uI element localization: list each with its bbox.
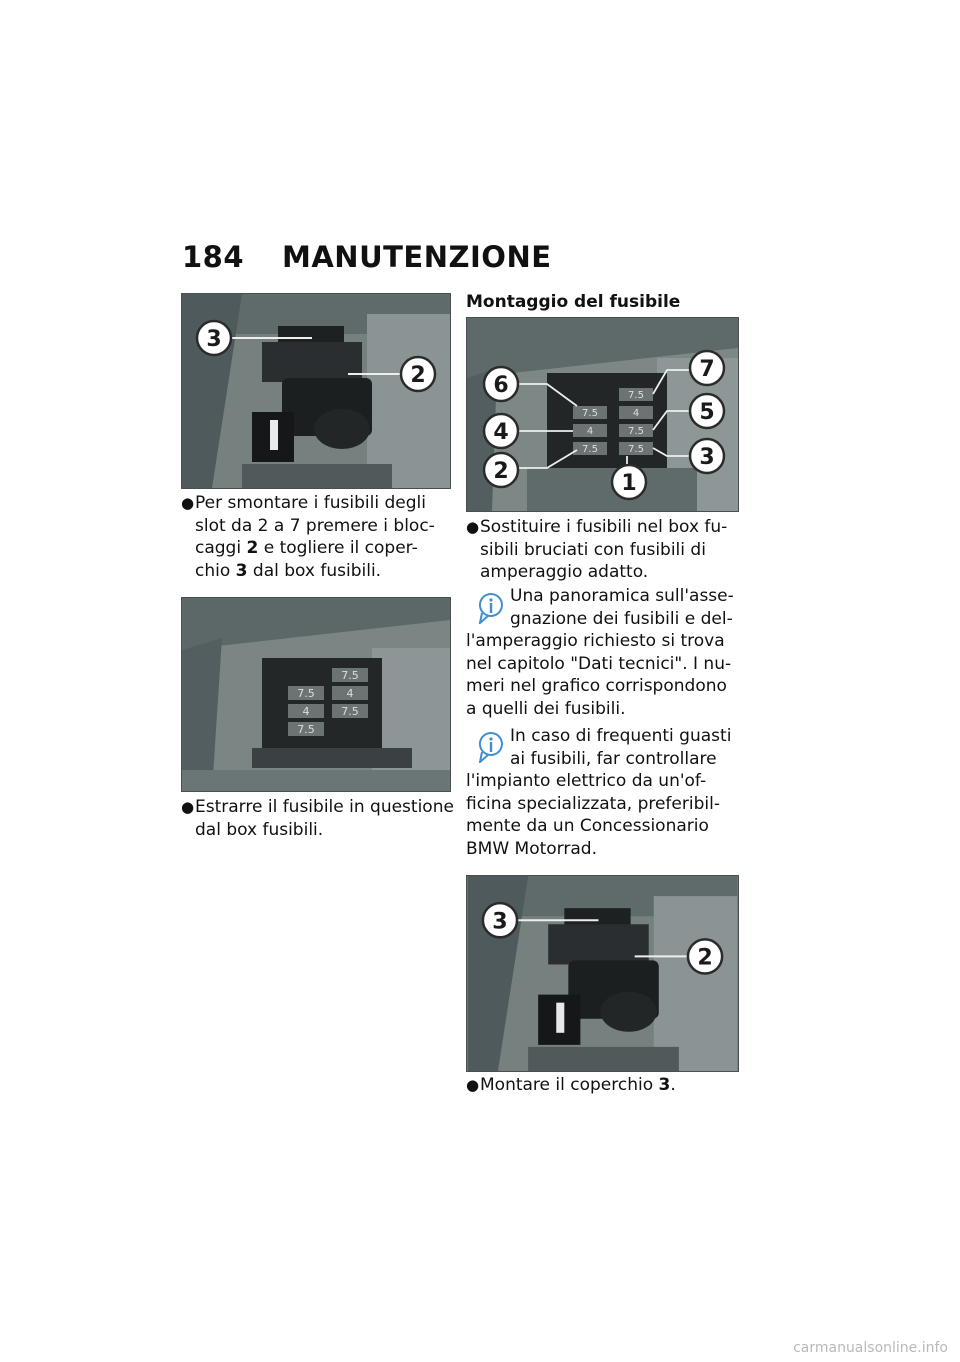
svg-text:4: 4 (346, 687, 354, 700)
callout-2: 2 (410, 363, 426, 388)
text-line: caggi 2 e togliere il coper- (195, 538, 418, 558)
callout-3: 3 (492, 908, 508, 935)
fuse-box-open-photo (182, 598, 450, 791)
text-line: mente da un Concessionario (466, 816, 709, 836)
text-line: gnazione dei fusibili e del- (510, 608, 733, 629)
svg-text:7.5: 7.5 (341, 705, 359, 718)
callout-6: 6 (493, 373, 509, 398)
figure-fuse-box-open (181, 597, 451, 792)
callout-3: 3 (699, 445, 715, 470)
text-line: sibili bruciati con fusibili di (480, 539, 706, 560)
text-line: l'amperaggio richiesto si trova (466, 631, 725, 651)
text-line: chio 3 dal box fusibili. (195, 560, 382, 581)
svg-text:7.5: 7.5 (582, 444, 598, 455)
text-line: In caso di frequenti guasti (510, 726, 732, 746)
svg-text:7.5: 7.5 (297, 723, 315, 736)
instruction-replace-fuses (466, 516, 746, 584)
callout-2: 2 (493, 459, 509, 484)
instruction-install-cover (466, 1074, 746, 1097)
callout-5: 5 (699, 400, 715, 425)
text-line: Montare il coperchio 3. (480, 1075, 676, 1095)
figure-fuse-numbers (466, 317, 739, 512)
bullet-dot-icon: ● (466, 1076, 480, 1094)
figure-fuse-box-cover (181, 293, 451, 489)
text-line: dal box fusibili. (195, 819, 324, 840)
page-header (182, 240, 552, 274)
fuse-numbers-photo (467, 318, 738, 511)
text-line: Sostituire i fusibili nel box fu- (480, 517, 728, 537)
callout-1: 1 (621, 471, 637, 496)
callout-4: 4 (493, 420, 509, 445)
note-fuse-overview (466, 585, 746, 720)
text-line: l'impianto elettrico da un'of- (466, 771, 707, 791)
text-line: nel capitolo "Dati tecnici". I nu- (466, 653, 732, 674)
instruction-extract-fuse (181, 796, 461, 841)
fuse-box-cover-photo (182, 294, 450, 488)
text-line: Una panoramica sull'asse- (510, 586, 734, 606)
text-line: Estrarre il fusibile in questione (195, 797, 454, 817)
page-title: MANUTENZIONE (282, 240, 552, 274)
text-line: Per smontare i fusibili degli (195, 493, 426, 513)
callout-2: 2 (697, 944, 713, 971)
svg-text:7.5: 7.5 (628, 426, 644, 437)
callout-3: 3 (206, 327, 222, 352)
text-line: a quelli dei fusibili. (466, 698, 626, 719)
svg-text:7.5: 7.5 (341, 669, 359, 682)
fuse-box-cover-install-photo (467, 876, 738, 1071)
note-frequent-failures (466, 725, 746, 860)
page-number: 184 (182, 240, 245, 274)
figure-fuse-box-cover-install (466, 875, 739, 1072)
bullet-dot-icon: ● (181, 494, 195, 512)
svg-text:4: 4 (586, 426, 594, 437)
text-line: ai fusibili, far controllare (510, 748, 717, 769)
text-line: ficina specializzata, preferibil- (466, 793, 720, 814)
section-title: Montaggio del fusibile (466, 292, 681, 312)
text-line: meri nel grafico corrispondono (466, 676, 727, 696)
svg-text:7.5: 7.5 (297, 687, 315, 700)
svg-text:7.5: 7.5 (582, 408, 598, 419)
svg-text:7.5: 7.5 (628, 390, 644, 401)
bullet-dot-icon: ● (466, 518, 480, 536)
bullet-dot-icon: ● (181, 798, 195, 816)
text-line: BMW Motorrad. (466, 838, 597, 859)
text-line: slot da 2 a 7 premere i bloc- (195, 515, 435, 536)
watermark: carmanualsonline.info (793, 1340, 948, 1356)
svg-text:4: 4 (302, 705, 310, 718)
text-line: amperaggio adatto. (480, 562, 649, 582)
svg-text:7.5: 7.5 (628, 444, 644, 455)
callout-7: 7 (699, 357, 715, 382)
svg-text:4: 4 (632, 408, 640, 419)
instruction-remove-cover (181, 492, 456, 582)
